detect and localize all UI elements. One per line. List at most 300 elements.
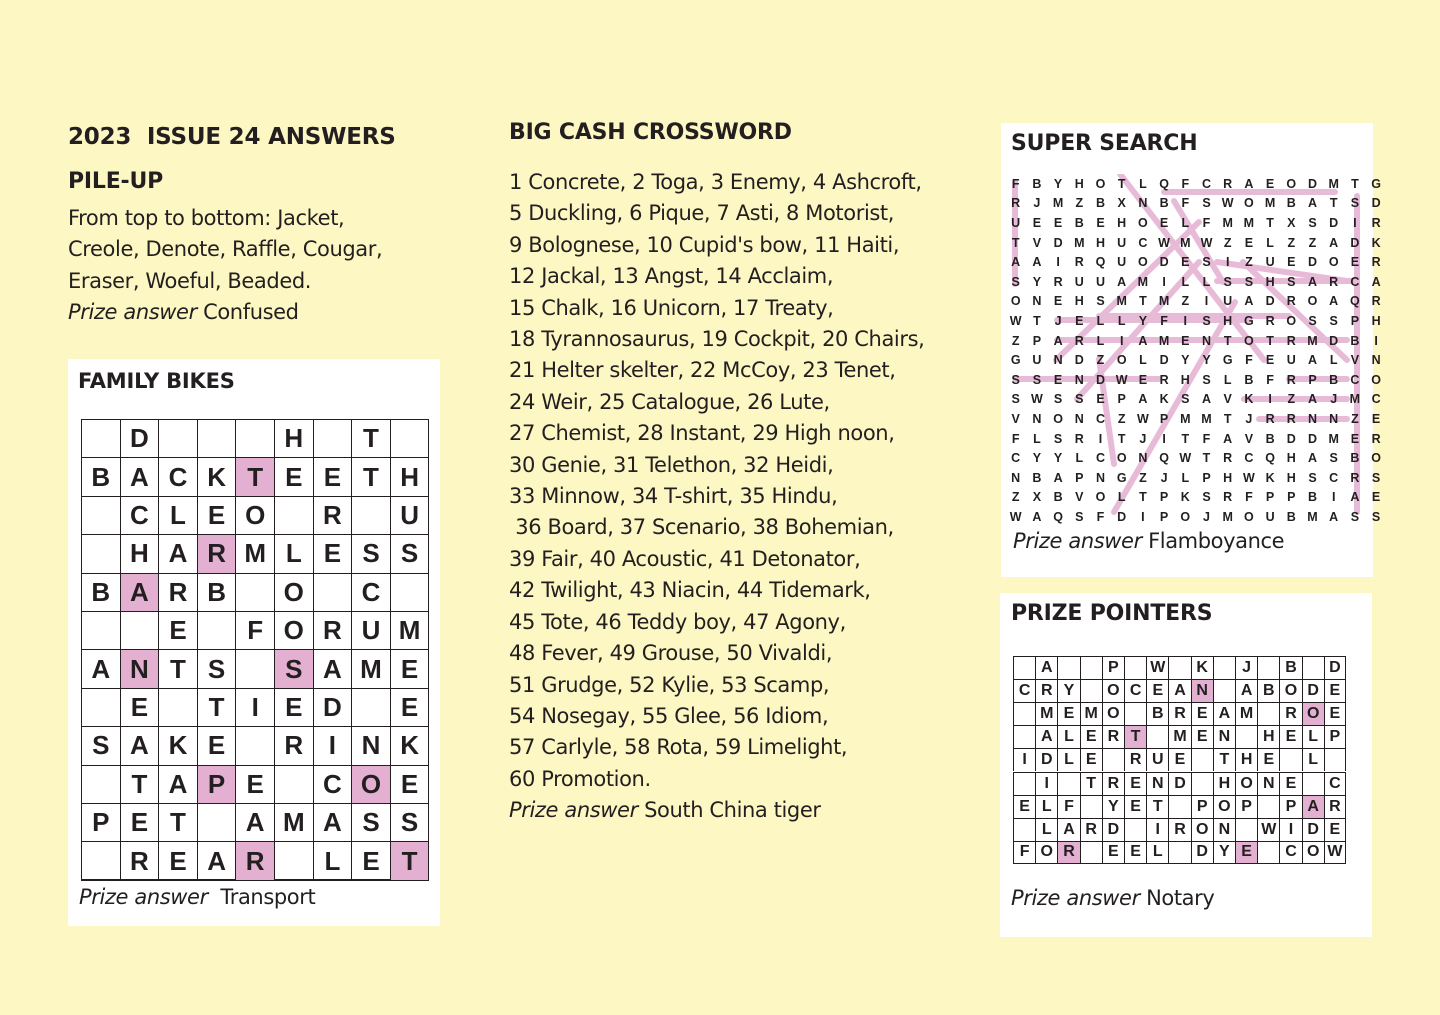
- pointer-cell: N: [1191, 679, 1213, 702]
- grid-cell: E: [197, 726, 237, 765]
- grid-cell: [197, 611, 237, 650]
- search-letter: Y: [1032, 274, 1042, 289]
- grid-cell: [351, 496, 391, 535]
- search-row: [1009, 292, 1391, 312]
- grid-cell: [274, 496, 314, 535]
- grid-cell: S: [390, 534, 430, 573]
- pointer-cell: [1168, 656, 1190, 679]
- search-letter: G: [1222, 353, 1233, 368]
- pointer-cell: [1213, 656, 1235, 679]
- grid-cell: E: [313, 534, 353, 573]
- search-letter: X: [1032, 490, 1042, 505]
- pointer-cell: P: [1235, 795, 1257, 818]
- pointer-cell: B: [1279, 656, 1301, 679]
- grid-cell: L: [158, 496, 198, 535]
- search-letter: T: [1223, 333, 1232, 348]
- prize-label: Prize answer: [509, 798, 638, 823]
- pointer-cell: M: [1080, 702, 1102, 725]
- search-letter: M: [1158, 333, 1170, 348]
- pointer-cell: R: [1080, 818, 1102, 841]
- grid-cell: [197, 419, 237, 458]
- search-row: [1009, 390, 1391, 410]
- search-letter: S: [1287, 274, 1296, 289]
- search-letter: I: [1141, 509, 1145, 524]
- pointer-cell: [1080, 679, 1102, 702]
- search-letter: L: [1181, 470, 1190, 485]
- pointer-cell: E: [1013, 795, 1035, 818]
- grid-cell: E: [235, 765, 275, 804]
- search-letter: J: [1160, 470, 1168, 485]
- search-letter: O: [1180, 509, 1191, 524]
- big-cash-line: 12 Jackal, 13 Angst, 14 Acclaim,: [509, 264, 834, 289]
- pointer-cell: A: [1168, 679, 1190, 702]
- grid-cell: D: [313, 688, 353, 727]
- search-row: [1009, 233, 1391, 253]
- big-cash-line: 36 Board, 37 Scenario, 38 Bohemian,: [509, 515, 894, 540]
- pointer-cell: E: [1080, 748, 1102, 771]
- pointer-cell: K: [1191, 656, 1213, 679]
- search-letter: S: [1053, 392, 1063, 407]
- grid-cell: C: [120, 496, 160, 535]
- search-letter: T: [1181, 431, 1190, 446]
- search-letter: E: [1096, 215, 1105, 230]
- grid-cell: P: [197, 765, 237, 804]
- search-letter: F: [1160, 313, 1168, 328]
- grid-cell: B: [197, 573, 237, 612]
- search-letter: F: [1181, 196, 1190, 211]
- pointer-cell: I: [1146, 818, 1168, 841]
- search-letter: S: [1244, 274, 1254, 289]
- search-letter: N: [1138, 451, 1148, 466]
- search-letter: E: [1053, 294, 1063, 309]
- big-cash-line: 54 Nosegay, 55 Glee, 56 Idiom,: [509, 703, 829, 728]
- search-letter: J: [1330, 392, 1338, 407]
- search-letter: P: [1287, 490, 1296, 505]
- search-letter: M: [1328, 176, 1339, 191]
- search-letter: V: [1032, 235, 1042, 250]
- grid-cell: A: [158, 534, 198, 573]
- search-letter: S: [1032, 372, 1042, 387]
- grid-cell: N: [120, 649, 160, 688]
- search-letter: F: [1011, 176, 1020, 191]
- big-cash-line: 33 Minnow, 34 T-shirt, 35 Hindu,: [509, 484, 838, 509]
- search-letter: C: [1201, 176, 1211, 191]
- search-letter: F: [1266, 372, 1274, 387]
- pointer-cell: [1080, 795, 1102, 818]
- search-letter: D: [1074, 353, 1084, 368]
- grid-cell: R: [235, 841, 275, 880]
- search-letter: E: [1075, 313, 1084, 328]
- search-letter: N: [1032, 411, 1042, 426]
- search-letter: L: [1139, 353, 1147, 368]
- search-letter: T: [1202, 451, 1211, 466]
- search-letter: P: [1265, 490, 1275, 505]
- pointer-cell: [1013, 725, 1035, 748]
- search-letter: H: [1074, 176, 1084, 191]
- pointer-cell: T: [1213, 748, 1235, 771]
- search-letter: A: [1244, 176, 1254, 191]
- search-letter: W: [1009, 509, 1022, 524]
- grid-cell: R: [197, 534, 237, 573]
- search-letter: M: [1052, 196, 1064, 211]
- search-letter: Z: [1223, 235, 1232, 250]
- pointer-cell: F: [1013, 841, 1035, 864]
- search-letter: V: [1223, 392, 1232, 407]
- search-letter: A: [1138, 392, 1148, 407]
- search-letter: R: [1074, 255, 1084, 270]
- search-letter: C: [1371, 392, 1381, 407]
- search-letter: D: [1371, 196, 1381, 211]
- grid-cell: F: [235, 611, 275, 650]
- search-row: [1009, 468, 1391, 488]
- search-row: [1009, 370, 1391, 390]
- pointer-cell: R: [1324, 795, 1346, 818]
- search-letter: N: [1329, 411, 1339, 426]
- search-letter: E: [1244, 235, 1254, 250]
- big-cash-line: 57 Carlyle, 58 Rota, 59 Limelight,: [509, 735, 848, 760]
- search-letter: K: [1244, 392, 1254, 407]
- grid-cell: C: [158, 457, 198, 496]
- big-cash-line: 27 Chemist, 28 Instant, 29 High noon,: [509, 421, 895, 446]
- pointer-cell: D: [1035, 748, 1057, 771]
- search-letter: B: [1032, 470, 1042, 485]
- grid-cell: S: [81, 726, 121, 765]
- search-letter: M: [1328, 431, 1339, 446]
- search-letter: M: [1243, 215, 1255, 230]
- big-cash-line: 45 Tote, 46 Teddy boy, 47 Agony,: [509, 609, 846, 634]
- pointer-cell: [1213, 679, 1235, 702]
- grid-cell: E: [390, 765, 430, 804]
- pointer-cell: [1057, 656, 1079, 679]
- search-letter: B: [1307, 490, 1317, 505]
- search-letter: O: [1138, 215, 1148, 230]
- pointer-cell: [1168, 795, 1190, 818]
- grid-cell: P: [81, 803, 121, 842]
- search-letter: N: [1074, 411, 1084, 426]
- search-letter: E: [1350, 255, 1360, 270]
- search-letter: R: [1371, 294, 1381, 309]
- grid-cell: [235, 726, 275, 765]
- grid-cell: [81, 534, 121, 573]
- pointer-cell: [1080, 656, 1102, 679]
- search-letter: S: [1350, 509, 1360, 524]
- search-letter: O: [1138, 255, 1148, 270]
- search-letter: O: [1095, 176, 1106, 191]
- search-letter: O: [1053, 411, 1063, 426]
- search-letter: A: [1011, 255, 1021, 270]
- pointer-cell: [1257, 702, 1279, 725]
- pointer-cell: E: [1102, 841, 1124, 864]
- search-row: [1009, 409, 1391, 429]
- grid-cell: A: [120, 457, 160, 496]
- big-cash-line: 21 Helter skelter, 22 McCoy, 23 Tenet,: [509, 358, 896, 383]
- pointer-cell: [1235, 725, 1257, 748]
- grid-cell: U: [390, 496, 430, 535]
- search-letter: I: [1162, 431, 1166, 446]
- search-letter: G: [1116, 470, 1127, 485]
- search-letter: S: [1181, 392, 1190, 407]
- grid-cell: S: [351, 803, 391, 842]
- search-letter: H: [1265, 274, 1275, 289]
- pointer-cell: W: [1257, 818, 1279, 841]
- super-search-panel: [1001, 123, 1381, 577]
- pointer-cell: [1235, 818, 1257, 841]
- search-letter: I: [1098, 431, 1103, 446]
- pointer-cell: O: [1102, 702, 1124, 725]
- pointer-cell: A: [1213, 702, 1235, 725]
- search-letter: A: [1307, 353, 1317, 368]
- search-letter: P: [1350, 313, 1360, 328]
- search-letter: S: [1202, 490, 1211, 505]
- pointer-cell: [1257, 795, 1279, 818]
- search-letter: N: [1095, 470, 1105, 485]
- search-letter: M: [1180, 411, 1191, 426]
- search-letter: R: [1286, 333, 1296, 348]
- grid-cell: O: [351, 765, 391, 804]
- search-letter: Z: [1011, 490, 1020, 505]
- search-letter: O: [1116, 353, 1127, 368]
- search-letter: Z: [1308, 235, 1317, 250]
- grid-cell: S: [197, 649, 237, 688]
- grid-cell: T: [158, 649, 198, 688]
- search-letter: H: [1095, 235, 1105, 250]
- search-letter: I: [1374, 333, 1378, 348]
- pointer-cell: [1124, 818, 1146, 841]
- search-letter: I: [1056, 255, 1060, 270]
- grid-cell: [158, 688, 198, 727]
- pointer-cell: E: [1235, 841, 1257, 864]
- search-letter: G: [1244, 313, 1254, 328]
- big-cash-line: 30 Genie, 31 Telethon, 32 Heidi,: [509, 452, 834, 477]
- pointer-cell: [1302, 656, 1324, 679]
- search-letter: P: [1202, 470, 1211, 485]
- search-row: [1009, 174, 1391, 194]
- search-letter: L: [1202, 274, 1211, 289]
- pointer-cell: J: [1235, 656, 1257, 679]
- search-row: [1009, 213, 1391, 233]
- pointer-cell: [1191, 772, 1213, 795]
- grid-cell: [313, 419, 353, 458]
- search-letter: Y: [1202, 353, 1211, 368]
- grid-cell: E: [120, 688, 160, 727]
- grid-cell: E: [274, 457, 314, 496]
- grid-cell: E: [390, 649, 430, 688]
- grid-cell: L: [274, 534, 314, 573]
- grid-cell: H: [390, 457, 430, 496]
- grid-cell: [158, 419, 198, 458]
- search-letter: W: [1030, 392, 1043, 407]
- grid-cell: O: [235, 496, 275, 535]
- search-letter: S: [1329, 313, 1338, 328]
- search-letter: D: [1095, 372, 1105, 387]
- search-letter: P: [1117, 392, 1126, 407]
- pointer-cell: N: [1213, 725, 1235, 748]
- grid-cell: [81, 611, 121, 650]
- search-letter: Q: [1095, 255, 1106, 270]
- search-letter: N: [1371, 353, 1381, 368]
- search-letter: E: [1181, 333, 1190, 348]
- pointer-cell: H: [1257, 725, 1279, 748]
- pointer-cell: B: [1257, 679, 1279, 702]
- search-letter: Q: [1159, 451, 1169, 466]
- search-letter: B: [1286, 509, 1296, 524]
- pointer-cell: E: [1324, 818, 1346, 841]
- search-letter: W: [1136, 411, 1149, 426]
- grid-cell: S: [351, 534, 391, 573]
- super-search-grid: [1009, 174, 1395, 527]
- prize-value: Confused: [203, 300, 299, 325]
- search-letter: S: [1202, 372, 1211, 387]
- search-letter: A: [1307, 274, 1317, 289]
- grid-cell: T: [120, 765, 160, 804]
- search-letter: P: [1159, 490, 1169, 505]
- grid-cell: A: [120, 573, 160, 612]
- search-letter: X: [1117, 196, 1126, 211]
- grid-cell: O: [274, 573, 314, 612]
- search-letter: J: [1033, 196, 1041, 211]
- pointer-cell: R: [1035, 679, 1057, 702]
- search-letter: I: [1183, 313, 1188, 328]
- search-letter: O: [1244, 196, 1254, 211]
- search-letter: A: [1329, 235, 1339, 250]
- grid-cell: [351, 688, 391, 727]
- prize-value: Transport: [220, 885, 316, 909]
- search-letter: U: [1011, 215, 1021, 230]
- pile-up-prize: [68, 297, 448, 328]
- big-cash-line: 60 Promotion.: [509, 766, 651, 791]
- search-letter: T: [1266, 215, 1274, 230]
- search-letter: T: [1351, 176, 1359, 191]
- search-letter: R: [1011, 196, 1021, 211]
- search-letter: Q: [1265, 451, 1275, 466]
- big-cash-prize: [509, 795, 979, 826]
- grid-cell: E: [390, 688, 430, 727]
- search-letter: M: [1307, 509, 1318, 524]
- search-letter: G: [1010, 353, 1021, 368]
- search-letter: D: [1159, 353, 1169, 368]
- pointer-cell: I: [1035, 772, 1057, 795]
- pointer-cell: C: [1279, 841, 1301, 864]
- pointer-cell: [1013, 702, 1035, 725]
- grid-cell: [81, 419, 121, 458]
- grid-cell: M: [274, 803, 314, 842]
- prize-label: Prize answer: [68, 300, 197, 325]
- search-letter: O: [1371, 372, 1381, 387]
- pointer-cell: P: [1102, 656, 1124, 679]
- search-letter: S: [1329, 451, 1338, 466]
- search-letter: B: [1350, 451, 1360, 466]
- page-title: 2023 ISSUE 24 ANSWERS: [68, 124, 396, 150]
- search-letter: M: [1264, 196, 1276, 211]
- grid-cell: I: [313, 726, 353, 765]
- grid-cell: S: [274, 649, 314, 688]
- search-letter: U: [1095, 274, 1105, 289]
- search-letter: U: [1117, 255, 1127, 270]
- pointer-cell: C: [1013, 679, 1035, 702]
- search-letter: M: [1074, 235, 1085, 250]
- search-letter: V: [1350, 353, 1360, 368]
- search-letter: N: [1053, 353, 1063, 368]
- search-letter: C: [1329, 470, 1339, 485]
- pointer-cell: M: [1168, 725, 1190, 748]
- pointer-cell: P: [1279, 795, 1301, 818]
- search-letter: A: [1053, 470, 1063, 485]
- search-letter: A: [1244, 294, 1254, 309]
- search-letter: J: [1139, 431, 1147, 446]
- search-letter: A: [1032, 255, 1042, 270]
- search-letter: R: [1371, 255, 1381, 270]
- search-letter: V: [1011, 411, 1020, 426]
- search-letter: B: [1265, 431, 1275, 446]
- pile-up-answer: [68, 203, 448, 329]
- pointer-cell: I: [1279, 818, 1301, 841]
- pointer-cell: L: [1035, 795, 1057, 818]
- search-letter: Y: [1032, 451, 1042, 466]
- search-letter: S: [1223, 274, 1232, 289]
- pointer-cell: [1080, 841, 1102, 864]
- pointer-cell: L: [1057, 725, 1079, 748]
- grid-cell: A: [120, 726, 160, 765]
- search-row: [1009, 194, 1391, 214]
- search-letter: T: [1266, 333, 1274, 348]
- grid-cell: D: [120, 419, 160, 458]
- big-cash-line: 24 Weir, 25 Catalogue, 26 Lute,: [509, 389, 830, 414]
- search-letter: R: [1286, 294, 1296, 309]
- search-letter: D: [1307, 176, 1317, 191]
- search-letter: O: [1328, 255, 1339, 270]
- pointer-cell: [1302, 772, 1324, 795]
- pointer-cell: A: [1302, 795, 1324, 818]
- search-letter: B: [1350, 333, 1360, 348]
- search-letter: Z: [1117, 411, 1126, 426]
- search-letter: A: [1329, 294, 1339, 309]
- grid-cell: [390, 573, 430, 612]
- search-letter: M: [1222, 215, 1233, 230]
- search-letter: J: [1245, 411, 1253, 426]
- search-letter: O: [1244, 333, 1254, 348]
- search-letter: I: [1353, 215, 1357, 230]
- search-letter: E: [1350, 431, 1360, 446]
- pointer-cell: O: [1191, 818, 1213, 841]
- search-letter: M: [1116, 294, 1127, 309]
- search-letter: U: [1286, 353, 1296, 368]
- pointer-cell: W: [1324, 841, 1346, 864]
- big-cash-line: 51 Grudge, 52 Kylie, 53 Scamp,: [509, 672, 830, 697]
- pointer-cell: Y: [1057, 679, 1079, 702]
- search-letter: D: [1053, 235, 1063, 250]
- search-letter: S: [1075, 509, 1084, 524]
- pointer-cell: [1257, 656, 1279, 679]
- search-letter: K: [1371, 235, 1381, 250]
- search-letter: R: [1286, 411, 1296, 426]
- search-letter: C: [1138, 235, 1148, 250]
- big-cash-line: 18 Tyrannosaurus, 19 Cockpit, 20 Chairs,: [509, 327, 925, 352]
- search-letter: T: [1329, 196, 1338, 211]
- grid-cell: E: [158, 611, 198, 650]
- pointer-cell: M: [1035, 702, 1057, 725]
- search-letter: E: [1138, 372, 1148, 387]
- family-bikes-title: FAMILY BIKES: [78, 369, 235, 393]
- pointer-cell: O: [1302, 702, 1324, 725]
- grid-cell: N: [351, 726, 391, 765]
- prize-pointers-grid: [1013, 656, 1359, 864]
- search-letter: R: [1286, 372, 1296, 387]
- search-letter: I: [1268, 392, 1272, 407]
- prize-pointers-title: PRIZE POINTERS: [1011, 601, 1213, 626]
- search-letter: Z: [1075, 196, 1084, 211]
- grid-cell: A: [158, 765, 198, 804]
- pointer-cell: D: [1302, 818, 1324, 841]
